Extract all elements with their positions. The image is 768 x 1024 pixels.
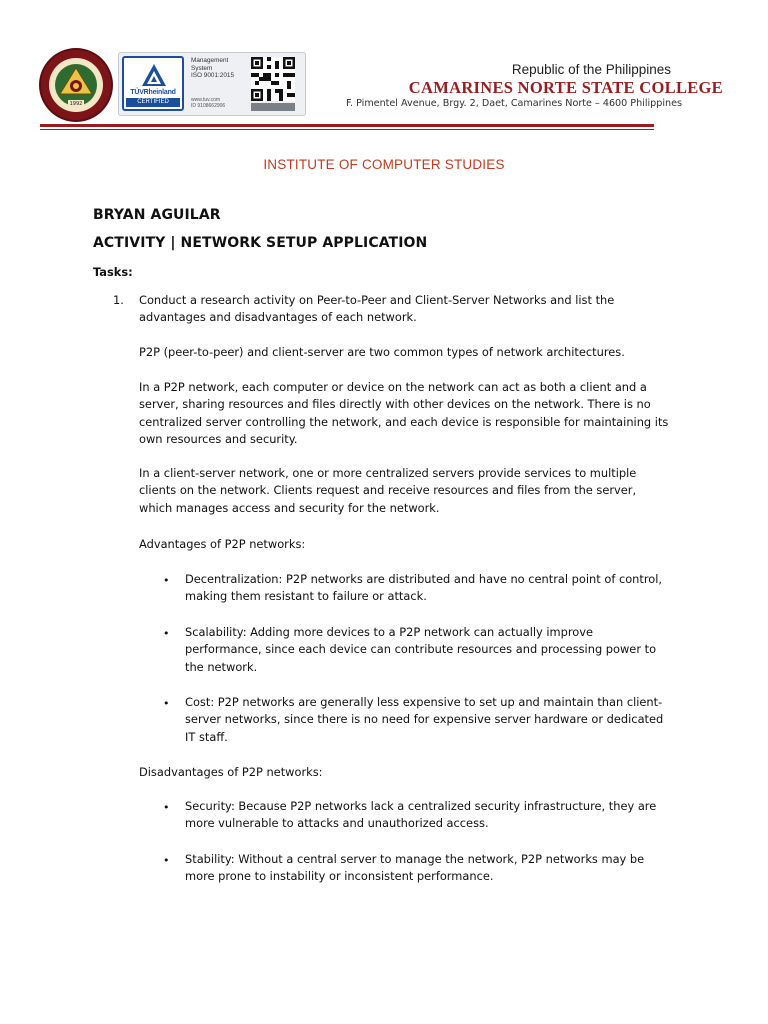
- disadvantages-heading: Disadvantages of P2P networks:: [139, 765, 323, 779]
- header-divider-thick: [40, 124, 654, 127]
- p2p-paragraph: [139, 379, 679, 449]
- bullet-icon: •: [163, 854, 170, 867]
- advantage-item: [185, 624, 675, 676]
- qr-caption-band: [251, 103, 295, 111]
- task-prompt: [139, 292, 679, 327]
- seal-year: 1992: [69, 101, 83, 107]
- intro-paragraph: P2P (peer-to-peer) and client-server are two common types of network architectures.: [139, 345, 625, 359]
- tuv-badge: [122, 56, 184, 111]
- institute-title: INSTITUTE OF COMPUTER STUDIES: [263, 157, 505, 172]
- text-line: advantages and disadvantages of each network.: [139, 310, 417, 325]
- text-line: In a P2P network, each computer or device on the network can act as both a client and a: [139, 380, 647, 394]
- text-line: Scalability: Adding more devices to a P2P network can actually improve: [185, 625, 594, 639]
- activity-title: ACTIVITY | NETWORK SETUP APPLICATION: [93, 235, 428, 251]
- text-line: Decentralization: P2P networks are distributed and have no central point of control,: [185, 572, 663, 586]
- text-line: In a client-server network, one or more centralized servers provide services to multiple: [139, 466, 637, 480]
- text-line: Cost: P2P networks are generally less expensive to set up and maintain than client-: [185, 695, 663, 709]
- college-name: CAMARINES NORTE STATE COLLEGE: [408, 78, 723, 97]
- cert-line: ISO 9001:2015: [191, 72, 234, 80]
- text-line: more prone to instability or inconsistent performance.: [185, 869, 494, 884]
- text-line: own resources and security.: [139, 432, 298, 447]
- text-line: IT staff.: [185, 729, 228, 744]
- text-line: making them resistant to failure or attack.: [185, 589, 427, 604]
- text-line: the network.: [185, 659, 258, 674]
- text-line: clients on the network. Clients request and receive resources and files from the server,: [139, 483, 637, 498]
- bullet-icon: •: [163, 801, 170, 814]
- client-server-paragraph: [139, 465, 679, 517]
- text-line: server, sharing resources and files directly with other devices on the network. There is no: [139, 397, 651, 412]
- cert-id: ID 9108662906: [191, 103, 226, 109]
- header-divider-thin: [40, 129, 654, 130]
- republic-label: Republic of the Philippines: [511, 62, 671, 77]
- cert-line: System: [191, 64, 213, 72]
- cert-description: [191, 57, 249, 80]
- text-line: more vulnerable to attacks and unauthorized access.: [185, 816, 489, 831]
- item-number: 1.: [113, 293, 124, 307]
- cert-site: www.tuv.com: [191, 97, 221, 103]
- advantage-item: [185, 571, 675, 606]
- certified-label: CERTIFIED: [126, 98, 180, 107]
- cert-line: Management: [191, 57, 229, 64]
- bullet-icon: •: [163, 697, 170, 710]
- text-line: which manages access and security for the network.: [139, 500, 440, 515]
- tuv-brand-text: TÜVRheinland: [130, 89, 176, 96]
- text-line: Security: Because P2P networks lack a centralized security infrastructure, they are: [185, 799, 657, 813]
- cert-footer: [191, 97, 225, 109]
- tuv-rheinland-logo-icon: [140, 62, 168, 88]
- disadvantage-item: [185, 798, 675, 833]
- advantage-item: [185, 694, 675, 746]
- student-name: BRYAN AGUILAR: [93, 207, 221, 223]
- text-line: performance, since each device can contribute resources and processing power to: [185, 642, 657, 657]
- text-line: Stability: Without a central server to manage the network, P2P networks may be: [185, 852, 645, 866]
- bullet-icon: •: [163, 627, 170, 640]
- text-line: Conduct a research activity on Peer-to-Peer and Client-Server Networks and list the: [139, 293, 615, 307]
- college-seal-icon: [41, 50, 111, 120]
- bullet-icon: •: [163, 574, 170, 587]
- tasks-label: Tasks:: [93, 265, 133, 279]
- college-address: F. Pimentel Avenue, Brgy. 2, Daet, Camarines Norte – 4600 Philippines: [346, 98, 682, 109]
- advantages-heading: Advantages of P2P networks:: [139, 537, 306, 551]
- iso-certification-card: [118, 52, 306, 116]
- text-line: server networks, since there is no need for expensive server hardware or dedicated: [185, 712, 664, 727]
- qr-code-icon: [251, 57, 295, 101]
- text-line: centralized server controlling the network, and each device is responsible for maintaining its: [139, 414, 669, 429]
- disadvantage-item: [185, 851, 675, 886]
